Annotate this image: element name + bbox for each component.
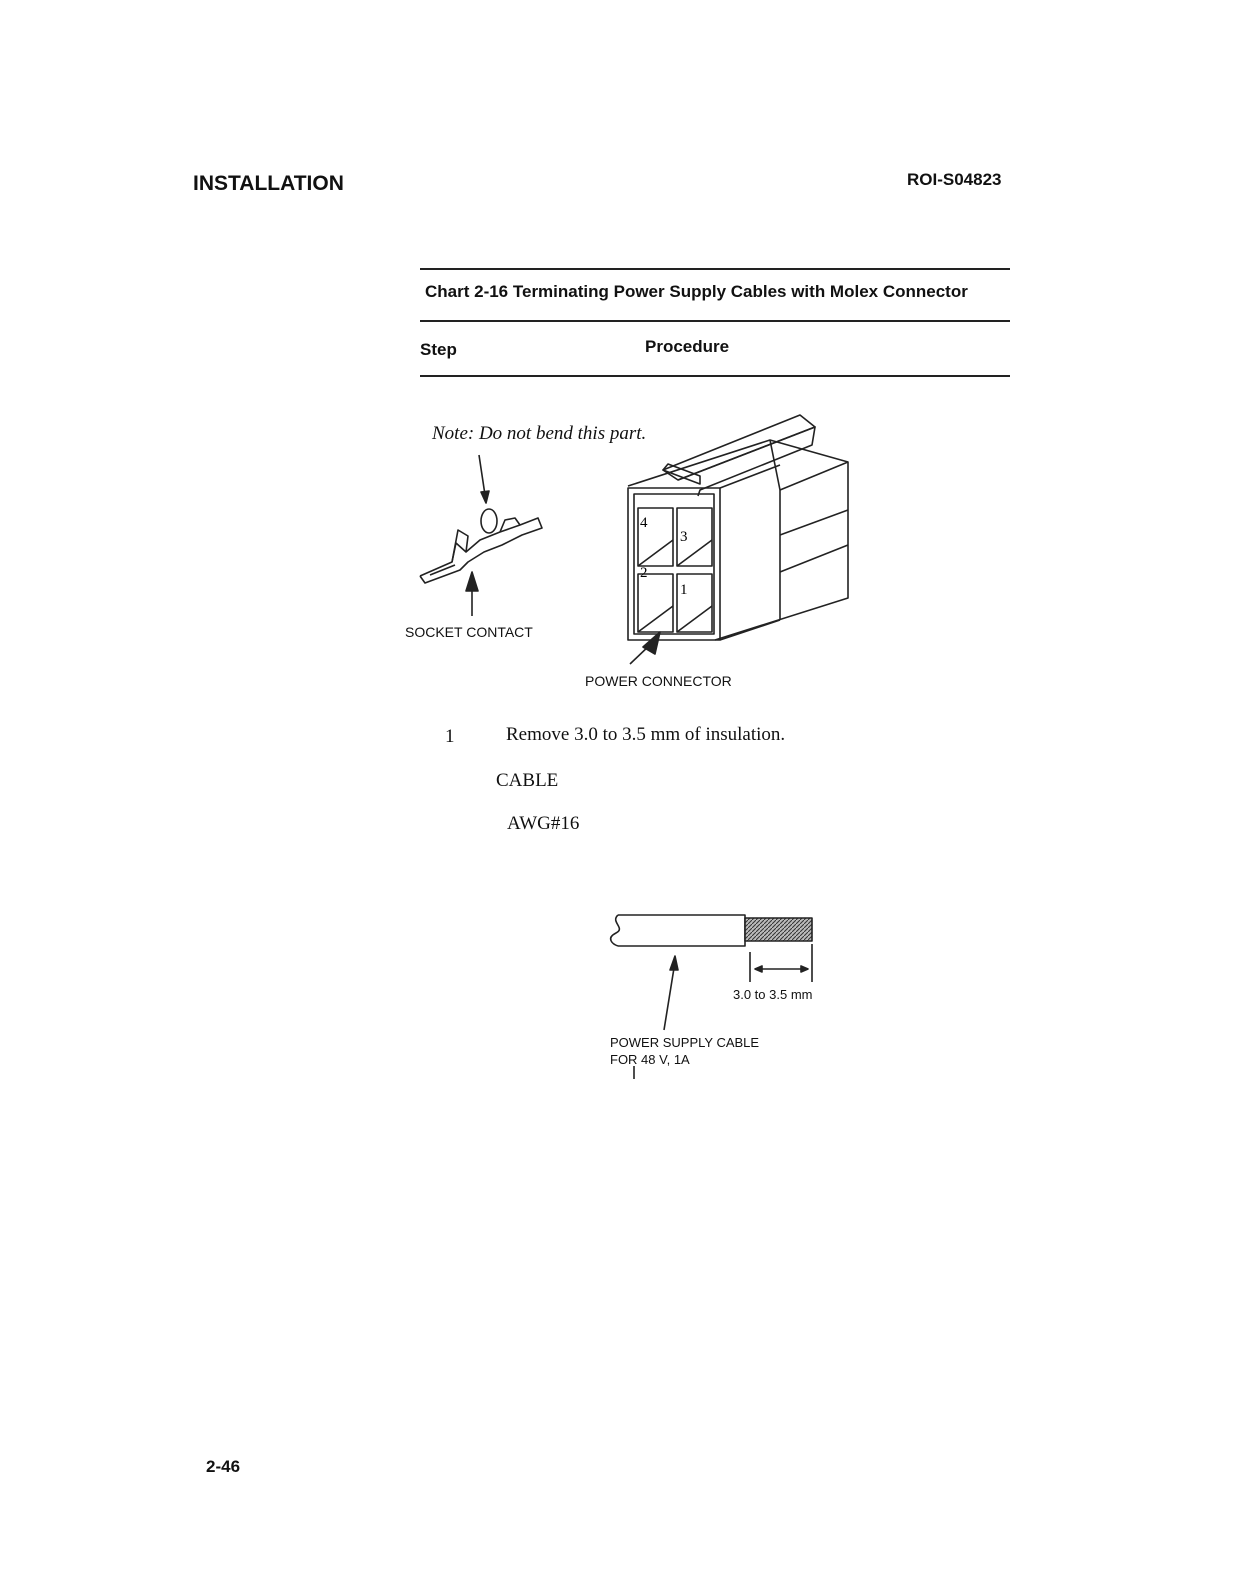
document-id: ROI-S04823	[907, 170, 1002, 189]
connector-arrow-head	[643, 632, 660, 654]
pin-label-1: 1	[680, 582, 688, 598]
power-supply-cable-rating: FOR 48 V, 1A	[610, 1052, 690, 1067]
pin-label-3: 3	[680, 529, 688, 545]
cable-gauge: AWG#16	[507, 813, 580, 834]
pin-label-2: 2	[640, 565, 648, 581]
note-arrow-line	[479, 455, 485, 495]
note-arrow-head	[481, 491, 489, 503]
note-text: Note: Do not bend this part.	[432, 423, 647, 444]
socket-contact-drawing	[420, 509, 542, 583]
power-supply-cable-label: POWER SUPPLY CABLE	[610, 1035, 760, 1050]
socket-contact-label: SOCKET CONTACT	[405, 624, 533, 640]
step-number: 1	[445, 726, 455, 747]
power-connector-label: POWER CONNECTOR	[585, 673, 732, 689]
step-text: Remove 3.0 to 3.5 mm of insulation.	[506, 724, 786, 745]
column-header-step: Step	[420, 340, 457, 359]
chart-title: Chart 2-16 Terminating Power Supply Cables with Molex Connector	[425, 282, 968, 301]
socket-arrow-head	[466, 572, 478, 591]
power-connector-drawing	[628, 415, 848, 640]
pin-label-4: 4	[640, 515, 648, 531]
section-title: INSTALLATION	[193, 172, 344, 195]
cable-label: CABLE	[496, 770, 559, 791]
column-header-procedure: Procedure	[645, 337, 730, 356]
strip-length-label: 3.0 to 3.5 mm	[733, 987, 813, 1002]
page-number: 2-46	[206, 1457, 241, 1476]
